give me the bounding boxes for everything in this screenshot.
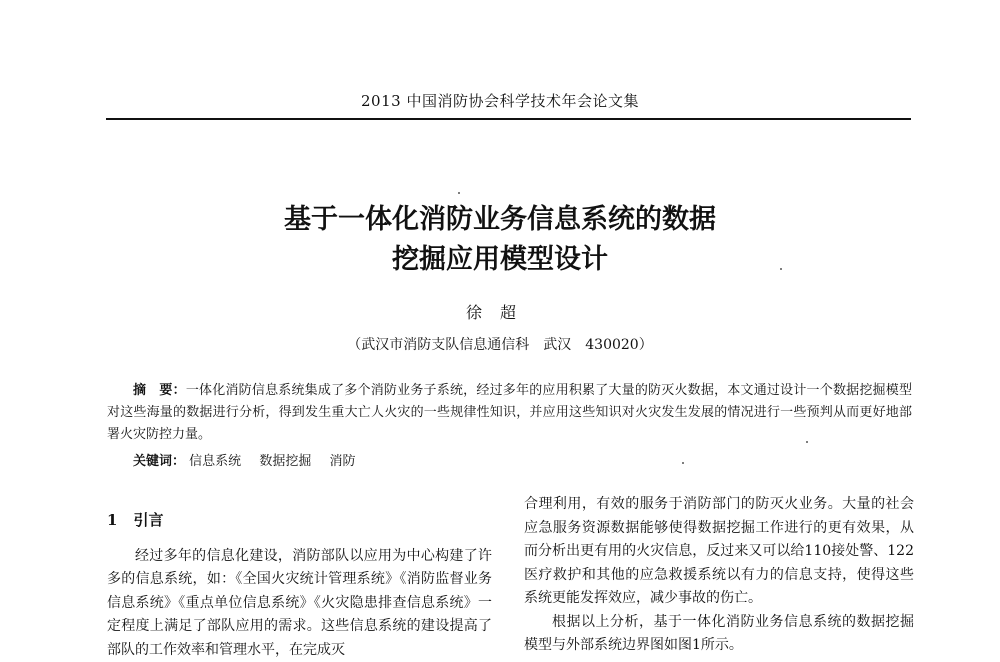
author-name: 徐超 xyxy=(0,300,1000,323)
scan-speck xyxy=(682,462,684,464)
scan-speck xyxy=(458,192,460,194)
section-heading xyxy=(107,509,492,533)
body-paragraph: 合理利用，有效的服务于消防部门的防灭火业务。大量的社会应急服务资源数据能够使得数据挖掘工作进行的更有效果，从而分析出更有用的火灾信息，反过来又可以给110接处警、122医疗救护和其他的应急救援系统以有力的信息支持，使得这些系统更能发挥效应，减少事故的伤亡。 xyxy=(524,493,914,611)
keywords-label: 关键词： xyxy=(133,454,185,469)
header-rule xyxy=(106,118,911,120)
section-title: 引言 xyxy=(133,511,163,529)
title-line-1: 基于一体化消防业务信息系统的数据 xyxy=(0,200,1000,240)
section-number: 1 xyxy=(107,511,117,529)
scan-speck xyxy=(806,441,808,443)
keyword-item: 消防 xyxy=(329,454,355,469)
body-paragraph: 经过多年的信息化建设，消防部队以应用为中心构建了许多的信息系统，如：《全国火灾统计管理系统》《消防监督业务信息系统》《重点单位信息系统》《火灾隐患排查信息系统》一定程度上满足了部队应用的需求。这些信息系统的建设提高了部队的工作效率和管理水平，在完成灭 xyxy=(107,545,492,662)
abstract-text: 一体化消防信息系统集成了多个消防业务子系统，经过多年的应用积累了大量的防灭火数据，本文通过设计一个数据挖掘模型对这些海量的数据进行分析，得到发生重大亡人火灾的一些规律性知识，并应用这些知识对火灾发生发展的情况进行一些预判从而更好地部署火灾防控力量。 xyxy=(107,383,912,442)
right-column xyxy=(524,493,914,658)
abstract xyxy=(107,380,912,446)
scan-speck xyxy=(780,268,782,270)
keywords xyxy=(133,450,369,469)
keyword-item: 信息系统 xyxy=(189,454,241,469)
title-line-2: 挖掘应用模型设计 xyxy=(0,240,1000,280)
body-paragraph: 根据以上分析，基于一体化消防业务信息系统的数据挖掘模型与外部系统边界图如图1所示。 xyxy=(524,611,914,658)
left-column xyxy=(107,505,492,662)
running-header: 2013 中国消防协会科学技术年会论文集 xyxy=(0,90,1000,111)
keyword-item: 数据挖掘 xyxy=(259,454,311,469)
paper-title xyxy=(0,200,1000,280)
abstract-label: 摘 要： xyxy=(133,383,186,398)
author-affiliation: （武汉市消防支队信息通信科 武汉 430020） xyxy=(0,334,1000,354)
